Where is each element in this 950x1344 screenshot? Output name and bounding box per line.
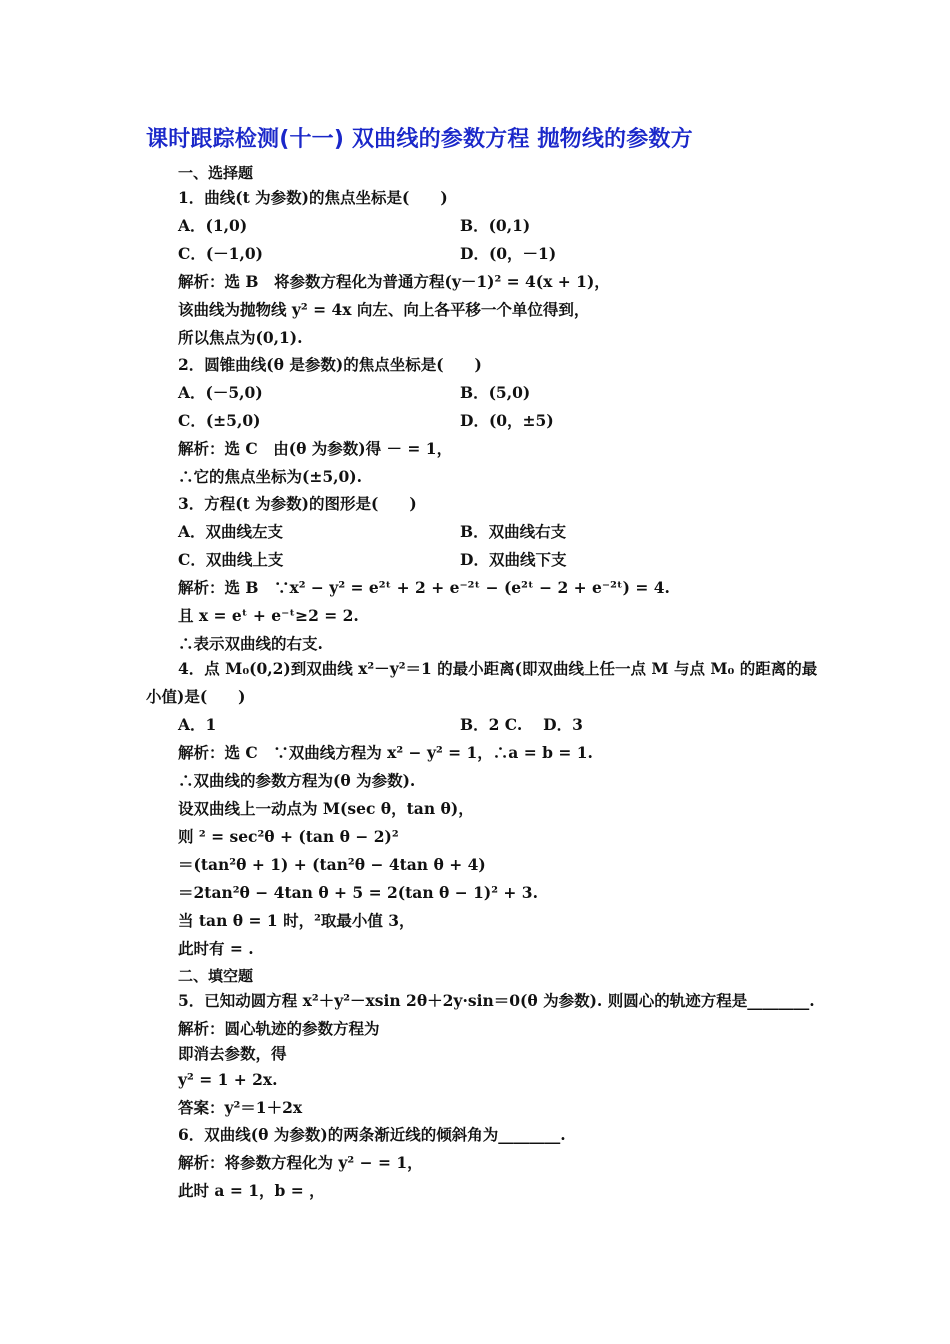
q6-solution-1: 解析：将参数方程化为 y² − = 1， [178,1153,423,1172]
q4-solution-7: 当 tan θ = 1 时，²取最小值 3， [178,911,415,930]
q5-solution-3: y² = 1 + 2x. [178,1070,278,1089]
q3-option-a: A．双曲线左支 [178,522,284,541]
q1-option-a: A．(1,0) [178,216,248,235]
q3-option-c: C．双曲线上支 [178,550,284,569]
q3-option-b: B．双曲线右支 [460,522,567,541]
question-2: 2．圆锥曲线(θ 是参数)的焦点坐标是( ) [178,355,482,374]
section-heading-choice: 一、选择题 [178,164,254,182]
question-1: 1．曲线(t 为参数)的焦点坐标是( ) [178,188,448,207]
section-heading-fill: 二、填空题 [178,967,254,985]
question-4-line-1: 4．点 M₀(0,2)到双曲线 x²－y²＝1 的最小距离(即双曲线上任一点 M 与点 M₀ 的距离的最 [178,659,818,678]
q4-solution-1: 解析：选 C ∵双曲线方程为 x² − y² = 1，∴a = b = 1. [178,743,593,762]
q2-solution-2: ∴它的焦点坐标为(±5,0). [178,467,363,486]
q6-solution-2: 此时 a = 1，b = ， [178,1181,325,1200]
q2-option-d: D．(0，±5) [460,411,554,430]
q1-solution-2: 该曲线为抛物线 y² = 4x 向左、向上各平移一个单位得到， [178,300,590,319]
q4-option-a: A．1 [178,715,217,734]
q4-solution-6: ＝2tan²θ − 4tan θ + 5 = 2(tan θ − 1)² + 3. [178,883,538,902]
q5-solution-2: 即消去参数，得 [178,1044,287,1063]
q2-option-c: C．(±5,0) [178,411,261,430]
q3-solution-1: 解析：选 B ∵x² − y² = e²ᵗ + 2 + e⁻²ᵗ − (e²ᵗ − 2 + e⁻²ᵗ) = 4. [178,578,670,597]
q3-solution-3: ∴表示双曲线的右支. [178,634,323,653]
q1-option-c: C．(－1,0) [178,244,263,263]
q4-solution-2: ∴双曲线的参数方程为(θ 为参数). [178,771,416,790]
q4-option-bcd: B．2 C. D．3 [460,715,583,734]
question-6: 6．双曲线(θ 为参数)的两条渐近线的倾斜角为________. [178,1125,566,1144]
q2-solution-1: 解析：选 C 由(θ 为参数)得 － = 1， [178,439,453,458]
q1-solution-1: 解析：选 B 将参数方程化为普通方程(y－1)² = 4(x + 1)， [178,272,610,291]
q4-solution-3: 设双曲线上一动点为 M(sec θ，tan θ)， [178,799,474,818]
question-3: 3．方程(t 为参数)的图形是( ) [178,494,417,513]
q5-answer: 答案：y²＝1＋2x [178,1098,303,1117]
q1-option-d: D．(0，－1) [460,244,557,263]
q2-option-a: A．(－5,0) [178,383,263,402]
q2-option-b: B．(5,0) [460,383,531,402]
q5-solution-1: 解析：圆心轨迹的参数方程为 [178,1019,380,1038]
page-title: 课时跟踪检测(十一) 双曲线的参数方程 抛物线的参数方 [146,127,693,152]
q4-solution-5: ＝(tan²θ + 1) + (tan²θ − 4tan θ + 4) [178,855,486,874]
q4-solution-4: 则 ² = sec²θ + (tan θ − 2)² [178,827,399,846]
q1-option-b: B．(0,1) [460,216,531,235]
q1-solution-3: 所以焦点为(0,1). [178,328,303,347]
q4-solution-8: 此时有 = . [178,939,254,958]
question-5: 5．已知动圆方程 x²＋y²－xsin 2θ＋2y·sin＝0(θ 为参数). 则圆心的轨迹方程是________. [178,991,815,1010]
q3-option-d: D．双曲线下支 [460,550,567,569]
question-4-line-2: 小值)是( ) [146,687,246,706]
q3-solution-2: 且 x = eᵗ + e⁻ᵗ≥2 = 2. [178,606,359,625]
